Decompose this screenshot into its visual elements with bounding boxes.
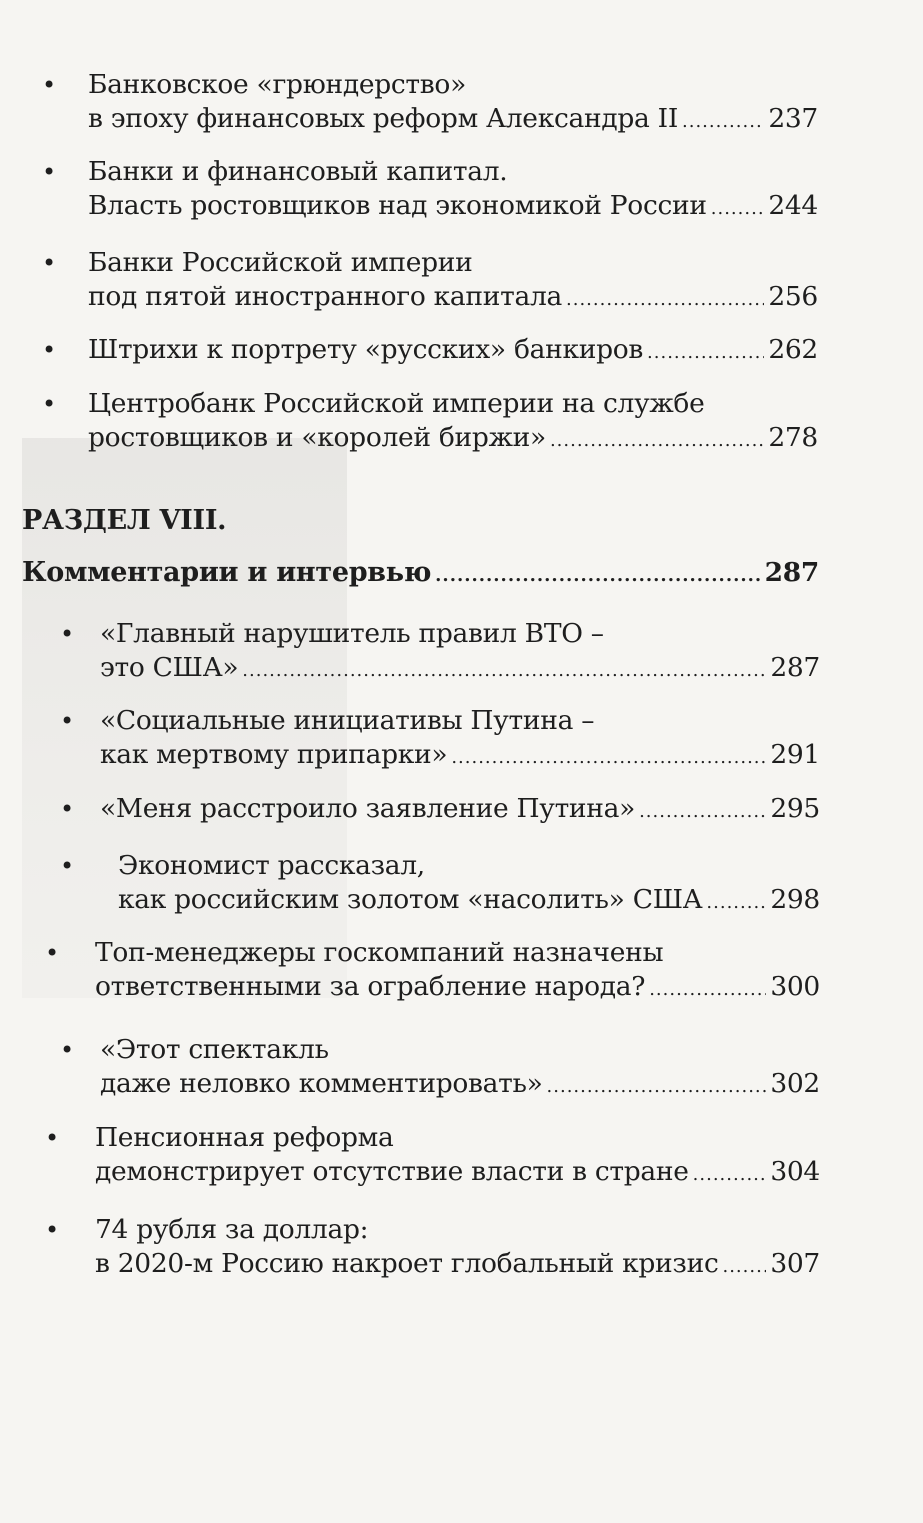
bullet-icon: • [60, 1036, 75, 1064]
page-number: 295 [770, 793, 820, 824]
entry-line [95, 970, 820, 1007]
entry-line [88, 333, 818, 370]
entry-title: как российским золотом «насолить» США [118, 884, 703, 915]
entry-title: Топ-менеджеры госкомпаний назначены [95, 937, 664, 968]
entry-title: Пенсионная реформа [95, 1122, 394, 1153]
dot-leader [435, 559, 760, 593]
entry-title: «Этот спектакль [100, 1034, 329, 1065]
page-number: 304 [770, 1156, 820, 1187]
dot-leader [566, 283, 764, 317]
page-number: 237 [768, 103, 818, 134]
bullet-icon: • [42, 71, 57, 99]
entry-line [88, 280, 818, 317]
section-subtitle: Комментарии и интервью [22, 557, 432, 588]
dot-leader [647, 336, 764, 370]
entry-line [88, 246, 473, 280]
entry-title: 74 рубля за доллар: [95, 1214, 369, 1245]
bullet-icon: • [60, 707, 75, 735]
entry-title: «Меня расстроило заявление Путина» [100, 793, 636, 824]
entry-title: даже неловко комментировать» [100, 1068, 543, 1099]
page-number: 291 [770, 739, 820, 770]
entry-title: в эпоху финансовых реформ Александра II [88, 103, 678, 134]
entry-title: ростовщиков и «королей биржи» [88, 422, 546, 453]
page-number: 307 [770, 1248, 820, 1279]
dot-leader [711, 192, 765, 226]
bullet-icon: • [42, 390, 57, 418]
page-number: 278 [768, 422, 818, 453]
bullet-icon: • [42, 249, 57, 277]
bullet-icon: • [42, 336, 57, 364]
entry-title: Банки Российской империи [88, 247, 473, 278]
page-number: 256 [768, 281, 818, 312]
entry-title: Штрихи к портрету «русских» банкиров [88, 334, 644, 365]
dot-leader [722, 1250, 766, 1284]
entry-line [100, 1033, 329, 1067]
dot-leader [639, 795, 766, 829]
entry-title: Центробанк Российской империи на службе [88, 388, 705, 419]
page-number: 244 [768, 190, 818, 221]
page-number: 300 [770, 971, 820, 1002]
entry-line [88, 68, 466, 102]
dot-leader [693, 1158, 767, 1192]
page-number: 287 [770, 652, 820, 683]
section-subtitle-line [22, 556, 819, 593]
entry-line [95, 1155, 820, 1192]
entry-title: Банки и финансовый капитал. [88, 156, 508, 187]
entry-line [88, 102, 818, 139]
entry-line [100, 704, 594, 738]
page-number: 298 [770, 884, 820, 915]
bullet-icon: • [60, 620, 75, 648]
dot-leader [682, 105, 764, 139]
entry-title: демонстрирует отсутствие власти в стране [95, 1156, 689, 1187]
page-number: 302 [770, 1068, 820, 1099]
entry-line [88, 387, 704, 421]
page-number: 262 [768, 334, 818, 365]
entry-title: в 2020-м Россию накроет глобальный кризис [95, 1248, 719, 1279]
entry-title: «Главный нарушитель правил ВТО – [100, 618, 604, 649]
section-title: РАЗДЕЛ VIII. [22, 505, 227, 536]
entry-title: Экономист рассказал, [118, 850, 425, 881]
bullet-icon: • [45, 1124, 60, 1152]
page-number: 287 [764, 557, 819, 588]
dot-leader [547, 1070, 767, 1104]
entry-line [88, 189, 818, 226]
entry-title: «Социальные инициативы Путина – [100, 705, 595, 736]
bullet-icon: • [60, 852, 75, 880]
entry-title: Банковское «грюндерство» [88, 69, 466, 100]
entry-line [100, 1067, 820, 1104]
entry-line [100, 651, 820, 688]
dot-leader [550, 424, 764, 458]
entry-line [95, 936, 663, 970]
bullet-icon: • [45, 1216, 60, 1244]
dot-leader [451, 741, 766, 775]
entry-title: как мертвому припарки» [100, 739, 448, 770]
entry-title: это США» [100, 652, 239, 683]
dot-leader [706, 886, 766, 920]
entry-title: ответственными за ограбление народа? [95, 971, 646, 1002]
entry-line [100, 738, 820, 775]
entry-line [95, 1121, 394, 1155]
entry-line [100, 792, 820, 829]
entry-line [118, 883, 820, 920]
bullet-icon: • [60, 795, 75, 823]
entry-title: Власть ростовщиков над экономикой России [88, 190, 707, 221]
entry-line [95, 1247, 820, 1284]
bullet-icon: • [45, 939, 60, 967]
dot-leader [649, 973, 766, 1007]
entry-title: под пятой иностранного капитала [88, 281, 563, 312]
entry-line [88, 155, 507, 189]
entry-line [88, 421, 818, 458]
entry-line [95, 1213, 368, 1247]
entry-line [100, 617, 604, 651]
entry-line [118, 849, 425, 883]
bullet-icon: • [42, 158, 57, 186]
dot-leader [242, 654, 766, 688]
